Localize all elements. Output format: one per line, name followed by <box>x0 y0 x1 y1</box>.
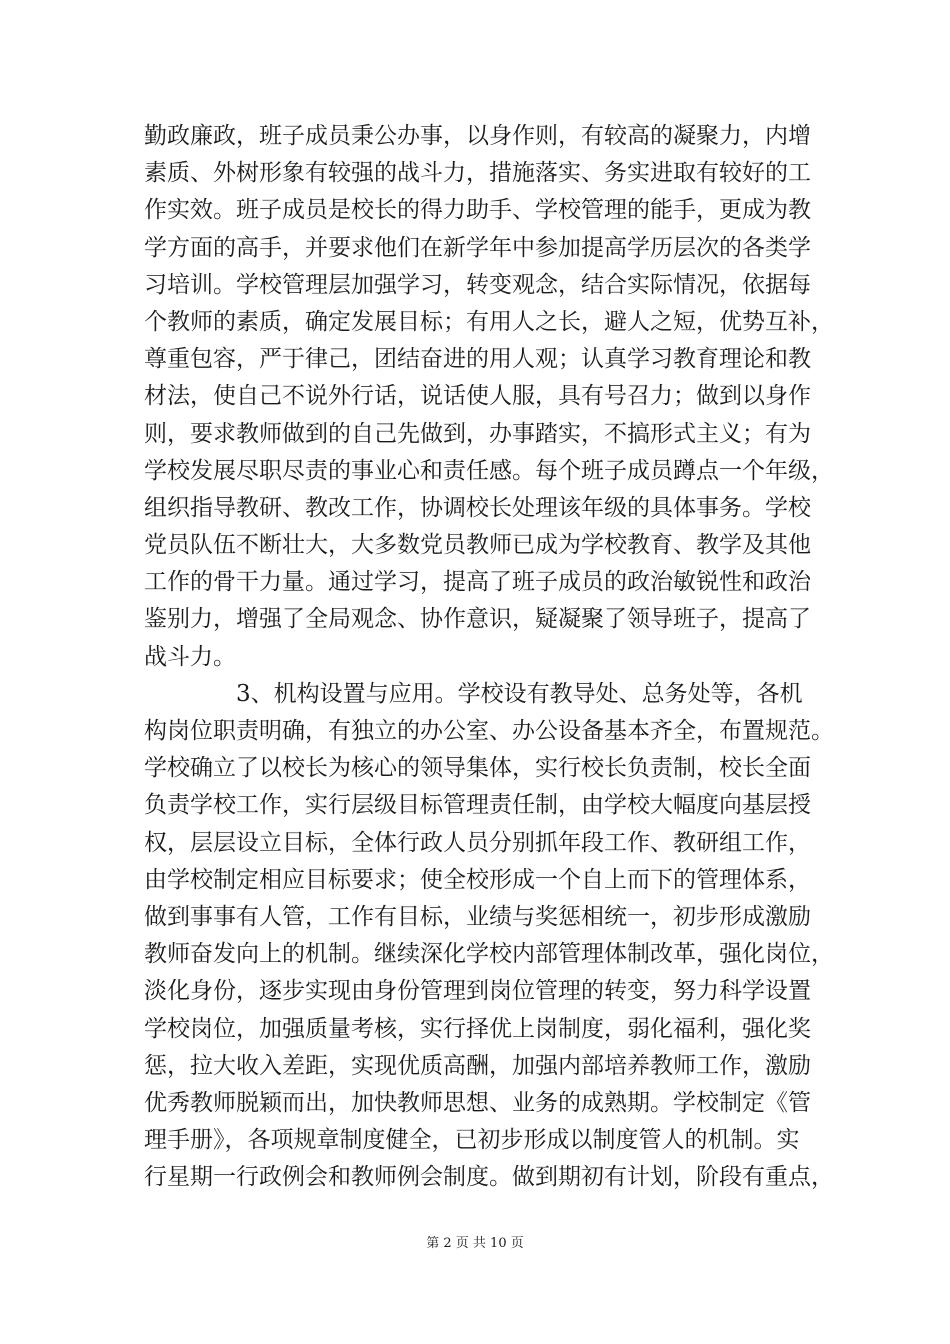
text-line: 做到事事有人管，工作有目标，业绩与奖惩相统一，初步形成激励 <box>144 903 811 930</box>
text-line: 负责学校工作，实行层级目标管理责任制，由学校大幅度向基层授 <box>144 792 811 819</box>
text-line: 习培训。学校管理层加强学习，转变观念，结合实际情况，依据每 <box>144 271 811 298</box>
text-line: 权，层层设立目标，全体行政人员分别抓年段工作、教研组工作， <box>144 829 811 856</box>
text-line: 组织指导教研、教改工作，协调校长处理该年级的具体事务。学校 <box>144 494 811 521</box>
text-line: 则，要求教师做到的自己先做到，办事踏实，不搞形式主义；有为 <box>144 420 811 447</box>
text-line: 理手册》，各项规章制度健全，已初步形成以制度管人的机制。实 <box>144 1127 800 1154</box>
text-line: 惩，拉大收入差距，实现优质高酬，加强内部培养教师工作，激励 <box>144 1052 811 1079</box>
body-text <box>144 118 834 1196</box>
text-line: 党员队伍不断壮大，大多数党员教师已成为学校教育、教学及其他 <box>144 532 811 559</box>
text-line: 勤政廉政，班子成员秉公办事，以身作则，有较高的凝聚力，内增 <box>144 123 811 149</box>
text-line: 个教师的素质，确定发展目标；有用人之长，避人之短，优势互补， <box>144 308 834 335</box>
text-line: 优秀教师脱颖而出，加快教师思想、业务的成熟期。学校制定《管 <box>144 1089 811 1116</box>
text-line: 淡化身份，逐步实现由身份管理到岗位管理的转变，努力科学设置 <box>144 978 811 1005</box>
text-line: 由学校制定相应目标要求；使全校形成一个自上而下的管理体系， <box>144 866 811 893</box>
text-line: 作实效。班子成员是校长的得力助手、学校管理的能手，更成为教 <box>144 197 811 224</box>
text-line: 学校岗位，加强质量考核，实行择优上岗制度，弱化福利，强化奖 <box>144 1015 811 1042</box>
text-line: 尊重包容，严于律己，团结奋进的用人观；认真学习教育理论和教 <box>144 346 811 373</box>
text-line: 教师奋发向上的机制。继续深化学校内部管理体制改革，强化岗位， <box>144 941 834 968</box>
text-line: 学校确立了以校长为核心的领导集体，实行校长负责制，校长全面 <box>144 755 811 782</box>
text-line: 材法，使自己不说外行话，说话使人服，具有号召力；做到以身作 <box>144 383 811 410</box>
text-line: 战斗力。 <box>144 643 236 670</box>
text-line: 素质、外树形象有较强的战斗力，措施落实、务实进取有较好的工 <box>144 160 811 187</box>
text-line: 构岗位职责明确，有独立的办公室、办公设备基本齐全，布置规范。 <box>144 718 834 744</box>
text-line: 工作的骨干力量。通过学习，提高了班子成员的政治敏锐性和政治 <box>144 569 811 596</box>
text-line: 学方面的高手，并要求他们在新学年中参加提高学历层次的各类学 <box>144 234 811 261</box>
text-line: 鉴别力，增强了全局观念、协作意识，疑凝聚了领导班子，提高了 <box>144 606 811 633</box>
text-line: 行星期一行政例会和教师例会制度。做到期初有计划，阶段有重点， <box>144 1164 834 1191</box>
section-heading-line: 3、机构设置与应用。学校设有教导处、总务处等，各机 <box>236 680 803 707</box>
text-line: 学校发展尽职尽责的事业心和责任感。每个班子成员蹲点一个年级， <box>144 457 834 484</box>
page-number-footer: 第 2 页 共 10 页 <box>426 1236 524 1251</box>
